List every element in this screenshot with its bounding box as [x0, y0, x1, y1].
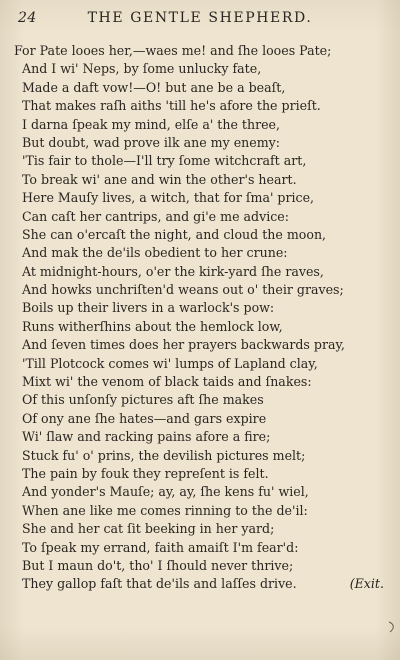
verse-line — [14, 336, 390, 354]
verse-line-text: Runs witherſhins about the hemlock low, — [22, 318, 283, 334]
verse-line-text: Of this unſonſy pictures aft ſhe makes — [22, 392, 264, 408]
verse-line-text: And mak the de'ils obedient to her crune: — [22, 245, 288, 261]
verse-line — [14, 410, 390, 428]
verse-line — [14, 575, 390, 593]
verse-line-text: Boils up their livers in a warlock's pow: — [22, 300, 275, 316]
verse-line-text: Mixt wi' the venom of black taids and ſnakes: — [22, 374, 312, 390]
verse-line — [14, 373, 390, 391]
verse-line — [14, 502, 390, 520]
margin-mark-icon — [386, 620, 400, 634]
verse-line-text: Made a daft vow!—O! but ane be a beaſt, — [22, 79, 286, 95]
verse-line — [14, 134, 390, 152]
verse-line-text: And ſeven times does her prayers backwards pray, — [22, 337, 345, 353]
verse-line — [14, 557, 390, 575]
verse-line — [14, 447, 390, 465]
verse-line-text: But doubt, wad prove ilk ane my enemy: — [22, 134, 281, 150]
verse-line — [14, 208, 390, 226]
verse-line-text: And yonder's Mauſe; ay, ay, ſhe kens fu' wiel, — [22, 484, 309, 500]
verse-line-text: Stuck fu' o' prins, the devilish pictures melt; — [22, 447, 306, 463]
verse-line — [14, 391, 390, 409]
verse-line-text: The pain by fouk they repreſent is felt. — [22, 465, 269, 481]
verse-line — [14, 226, 390, 244]
verse-line — [14, 539, 390, 557]
verse-line — [14, 483, 390, 501]
verse-line-text: Can caſt her cantrips, and gi'e me advice: — [22, 208, 289, 224]
verse-line-text: They gallop faſt that de'ils and laſſes drive. — [22, 576, 297, 592]
verse-line-text: To ſpeak my errand, faith amaiſt I'm fear'd: — [22, 539, 299, 555]
verse-line-text: 'Tis fair to thole—I'll try ſome witchcraft art, — [22, 153, 307, 169]
verse-line-text: Here Mauſy lives, a witch, that for ſma' price, — [22, 190, 315, 206]
verse-line — [14, 189, 390, 207]
verse-block — [14, 42, 390, 594]
verse-line-text: That makes raſh aiths 'till he's afore the prieſt. — [22, 98, 321, 114]
verse-line — [14, 299, 390, 317]
verse-line — [14, 152, 390, 170]
verse-line — [14, 60, 390, 78]
verse-line — [14, 520, 390, 538]
verse-line-text: And I wi' Neps, by ſome unlucky fate, — [22, 61, 262, 77]
verse-line-text: To break wi' ane and win the other's heart. — [22, 171, 297, 187]
verse-line — [14, 79, 390, 97]
verse-line — [14, 116, 390, 134]
verse-line-text: When ane like me comes rinning to the de'il: — [22, 502, 308, 518]
verse-line — [14, 465, 390, 483]
running-title: THE GENTLE SHEPHERD. — [87, 10, 313, 26]
verse-line-text: She can o'ercaſt the night, and cloud the moon, — [22, 226, 327, 242]
verse-line-text: Of ony ane ſhe hates—and gars expire — [22, 410, 267, 426]
stage-direction: (Exit. — [349, 576, 384, 592]
verse-line — [14, 428, 390, 446]
verse-line-text: Wi' ſlaw and racking pains afore a fire; — [22, 429, 271, 445]
verse-line — [14, 318, 390, 336]
verse-line-text: 'Till Plotcock comes wi' lumps of Lapland clay, — [22, 355, 318, 371]
verse-line — [14, 97, 390, 115]
verse-line — [14, 42, 390, 60]
verse-line-text: At midnight-hours, o'er the kirk-yard ſhe raves, — [22, 263, 324, 279]
page-header — [18, 10, 382, 30]
verse-line-text: But I maun do't, tho' I ſhould never thrive; — [22, 557, 294, 573]
verse-line — [14, 244, 390, 262]
verse-line-text: I darna ſpeak my mind, elſe a' the three, — [22, 116, 281, 132]
verse-line — [14, 263, 390, 281]
verse-line-text: For Pate looes her,—waes me! and ſhe looes Pate; — [14, 43, 332, 58]
page-number: 24 — [18, 10, 37, 26]
verse-line — [14, 171, 390, 189]
verse-line — [14, 281, 390, 299]
verse-line-text: And howks unchriſten'd weans out o' their graves; — [22, 282, 344, 298]
verse-line-text: She and her cat ſit beeking in her yard; — [22, 521, 275, 537]
verse-line — [14, 355, 390, 373]
